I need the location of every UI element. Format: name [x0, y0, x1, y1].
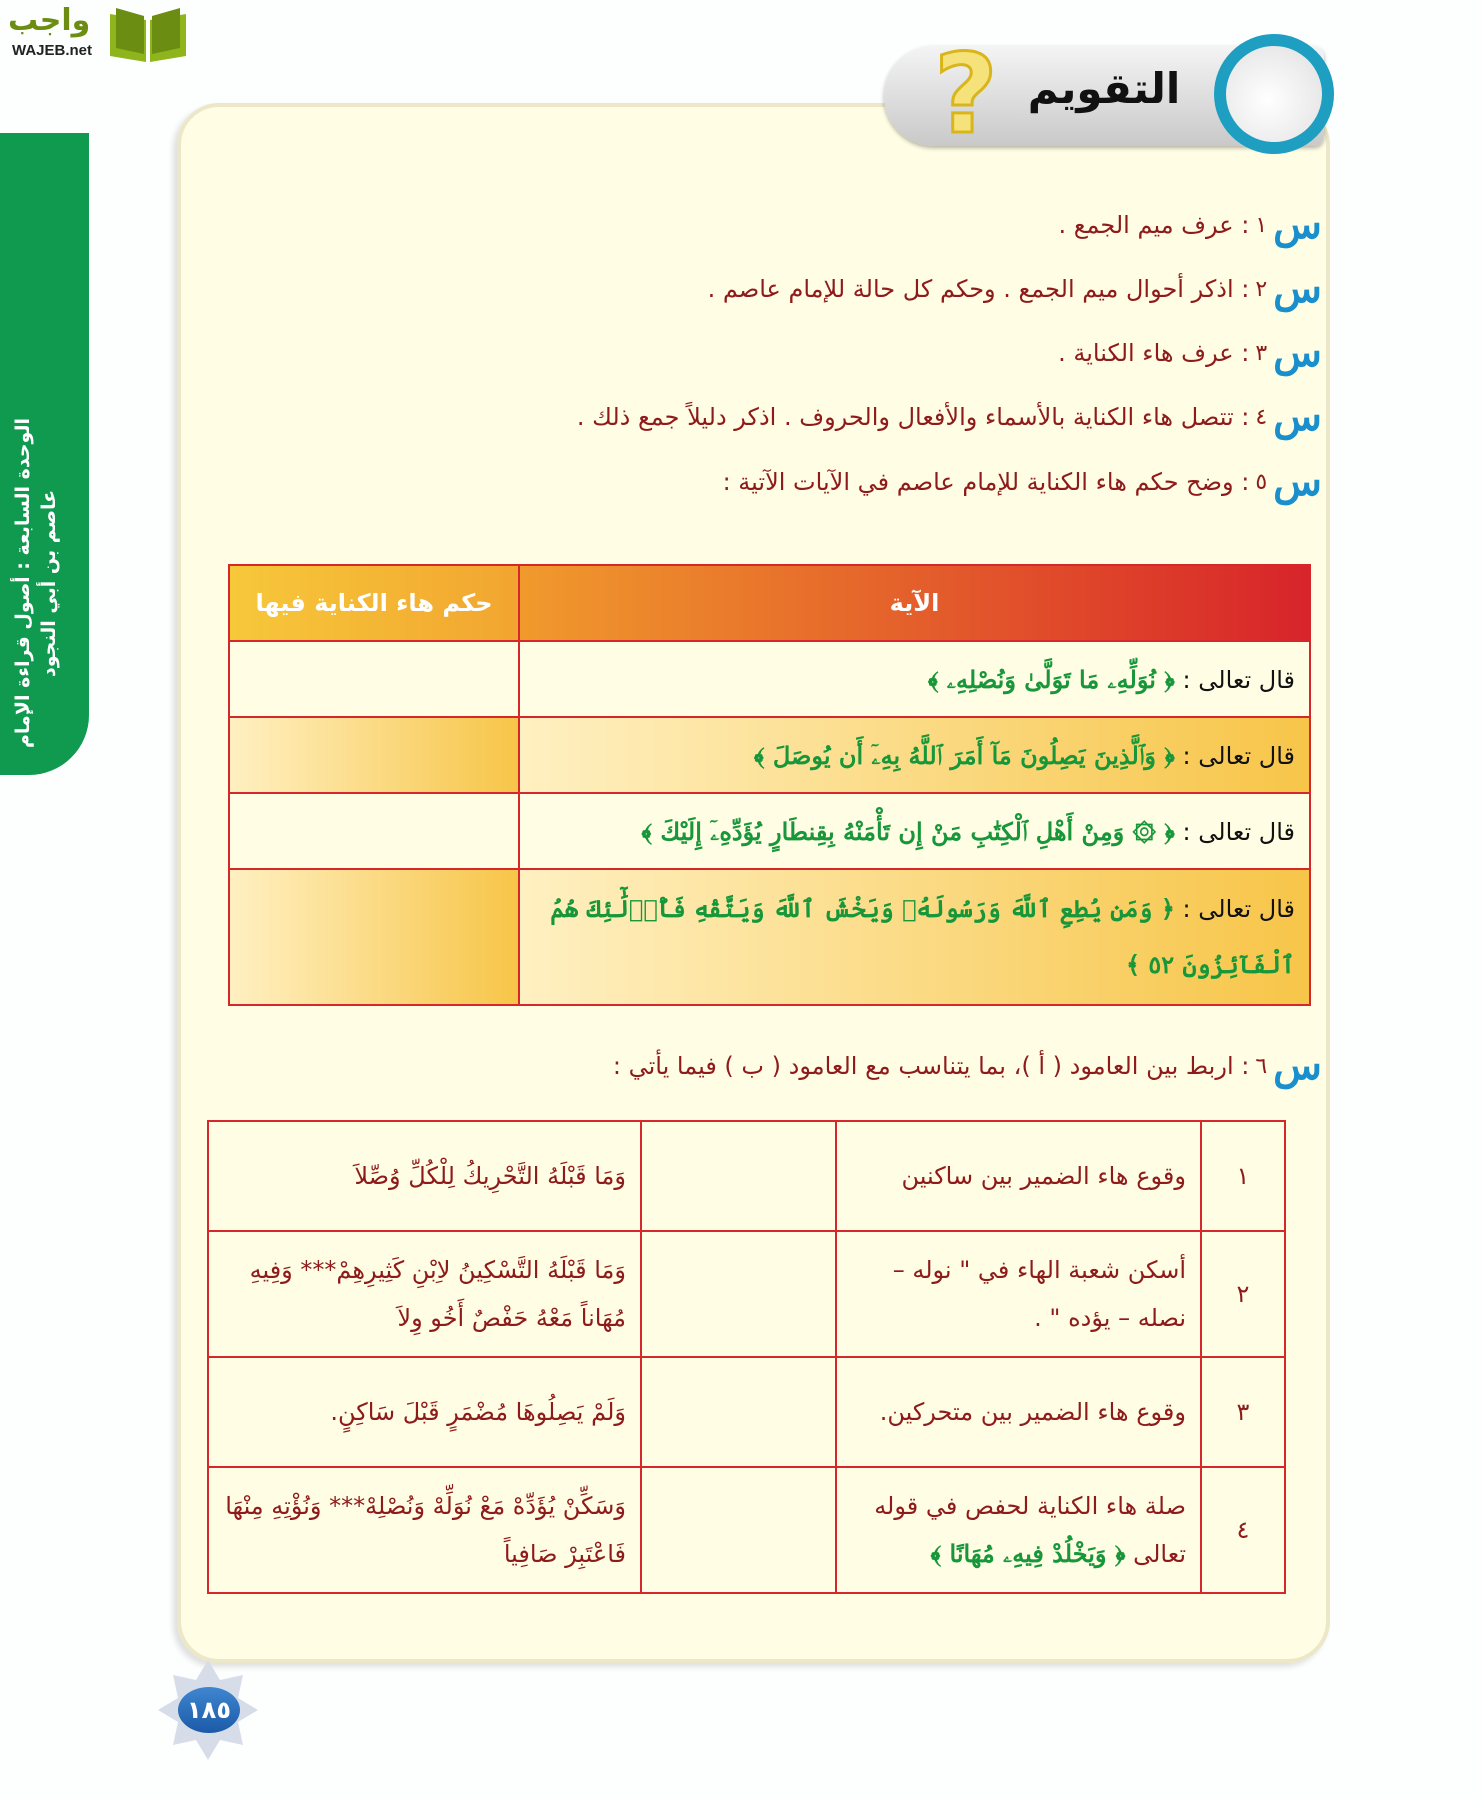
question-number: ٥ [1255, 469, 1268, 495]
table-row [229, 717, 1310, 793]
logo-arabic: واجب [8, 3, 91, 38]
ayah-table [228, 564, 1311, 1006]
ayah-text: ﴿ نُوَلِّهِۦ مَا تَوَلَّىٰ وَنُصْلِهِۦ ﴾ [927, 664, 1175, 694]
ayah-prefix: قال تعالى : [1182, 741, 1295, 770]
question-badge-icon: س [1273, 393, 1322, 440]
question-text: : عرف هاء الكناية . [1058, 339, 1250, 367]
question-text: : اربط بين العامود ( أ )، بما يتناسب مع العامود ( ب ) فيما يأتي : [612, 1052, 1250, 1080]
column-b-cell: وَلَمْ يَصِلُوهَا مُضْمَرٍ قَبْلَ سَاكِنٍ. [208, 1357, 641, 1467]
section-title: التقويم [1027, 64, 1181, 113]
question-text: : وضح حكم هاء الكناية للإمام عاصم في الآيات الآتية : [722, 468, 1250, 496]
refresh-arrow-icon [1214, 34, 1334, 154]
ayah-prefix: قال تعالى : [1182, 817, 1295, 846]
match-cell[interactable] [641, 1357, 836, 1467]
logo-latin: WAJEB.net [12, 42, 93, 59]
row-number: ٣ [1201, 1357, 1285, 1467]
question-text: : تتصل هاء الكناية بالأسماء والأفعال والحروف . اذكر دليلاً جمع ذلك . [576, 403, 1250, 431]
column-b-cell: وَمَا قَبْلَهُ التَّحْرِيكُ لِلْكُلِّ وُصِّلاَ [208, 1121, 641, 1231]
header-rule: حكم هاء الكناية فيها [229, 565, 519, 641]
table-row [208, 1231, 1285, 1357]
wajeb-logo [8, 4, 190, 66]
row-number: ٢ [1201, 1231, 1285, 1357]
column-a-text: صلة هاء الكناية لحفص في قوله تعالى [874, 1492, 1186, 1568]
column-a-cell [836, 1467, 1201, 1593]
header-ayah: الآية [519, 565, 1310, 641]
answer-cell[interactable] [229, 869, 519, 1005]
ayah-prefix: قال تعالى : [1182, 665, 1295, 694]
question-badge-icon: س [1273, 458, 1322, 505]
question-number: ٤ [1255, 404, 1268, 430]
row-number: ١ [1201, 1121, 1285, 1231]
ayah-text: ﴿ ۞ وَمِنْ أَهْلِ ٱلْكِتَٰبِ مَنْ إِن تَأْمَنْهُ بِقِنطَارٍ يُؤَدِّهِۦٓ إِلَيْكَ ﴾ [641, 816, 1175, 846]
question-number: ٢ [1255, 276, 1268, 302]
question-4 [576, 393, 1322, 440]
question-badge-icon: س [1273, 329, 1322, 376]
answer-cell[interactable] [229, 717, 519, 793]
page-number: ١٨٥ [178, 1687, 240, 1733]
column-b-cell: وَسَكِّنْ يُؤَدِّهْ مَعْ نُوَلِّهْ وَنُصْلِهْ*** وَنُؤْتِهِ مِنْهَا فَاعْتَبِرْ صَافِياً [208, 1467, 641, 1593]
question-number: ١ [1255, 212, 1268, 238]
question-badge-icon: س [1273, 1042, 1322, 1089]
ayah-prefix: قال تعالى : [1182, 895, 1295, 923]
answer-cell[interactable] [229, 641, 519, 717]
matching-table [207, 1120, 1286, 1594]
table-header [229, 565, 1310, 641]
match-cell[interactable] [641, 1231, 836, 1357]
book-icon [108, 6, 188, 64]
ayah-cell [519, 717, 1310, 793]
table-row [208, 1467, 1285, 1593]
ayah-cell [519, 793, 1310, 869]
table-row [229, 869, 1310, 1005]
table-row [208, 1121, 1285, 1231]
question-text: : عرف ميم الجمع . [1058, 211, 1250, 239]
table-row [229, 793, 1310, 869]
question-mark-icon: ? [934, 30, 998, 158]
unit-title: الوحدة السابعة : أصول قراءة الإمام عاصم بن أبي النجود [12, 417, 60, 749]
question-badge-icon: س [1273, 201, 1322, 248]
question-badge-icon: س [1273, 265, 1322, 312]
ayah-cell [519, 641, 1310, 717]
question-text: : اذكر أحوال ميم الجمع . وحكم كل حالة للإمام عاصم . [707, 275, 1250, 303]
question-3 [1058, 329, 1322, 376]
column-a-cell: وقوع هاء الضمير بين متحركين. [836, 1357, 1201, 1467]
ayah-text: ﴿ وَٱلَّذِينَ يَصِلُونَ مَآ أَمَرَ ٱللَّهُ بِهِۦٓ أَن يُوصَلَ ﴾ [753, 740, 1175, 770]
ayah-cell [519, 869, 1310, 1005]
column-a-cell: وقوع هاء الضمير بين ساكنين [836, 1121, 1201, 1231]
question-number: ٣ [1255, 340, 1268, 366]
table-row [208, 1357, 1285, 1467]
question-6 [612, 1042, 1322, 1089]
match-cell[interactable] [641, 1121, 836, 1231]
table-row [229, 641, 1310, 717]
column-b-cell: وَمَا قَبْلَهُ التَّسْكِينُ لاِبْنِ كَثِيرِهِمْ*** وَفِيهِ مُهَاناً مَعْهُ حَفْصٌ أَخُو وِلاَ [208, 1231, 641, 1357]
page-number-badge [158, 1660, 258, 1760]
unit-side-tab [0, 133, 89, 775]
question-5 [722, 458, 1322, 505]
question-2 [707, 265, 1322, 312]
row-number: ٤ [1201, 1467, 1285, 1593]
section-banner [884, 30, 1324, 158]
ayah-text: ﴿ وَيَخْلُدْ فِيهِۦ مُهَانًا ﴾ [930, 1539, 1126, 1568]
ayah-text: ﴿ وَمَن يُطِعِ ٱللَّهَ وَرَسُولَهُۥ وَيَخْشَ ٱللَّهَ وَيَتَّقْهِ فَأُو۟لَٰٓئِكَ هُمُ ٱلْفَآئِزُونَ ٥٢ ﴾ [550, 894, 1295, 979]
question-1 [1058, 201, 1322, 248]
answer-cell[interactable] [229, 793, 519, 869]
match-cell[interactable] [641, 1467, 836, 1593]
question-number: ٦ [1255, 1053, 1268, 1079]
column-a-cell: أسكن شعبة الهاء في " نوله – نصله – يؤده " . [836, 1231, 1201, 1357]
